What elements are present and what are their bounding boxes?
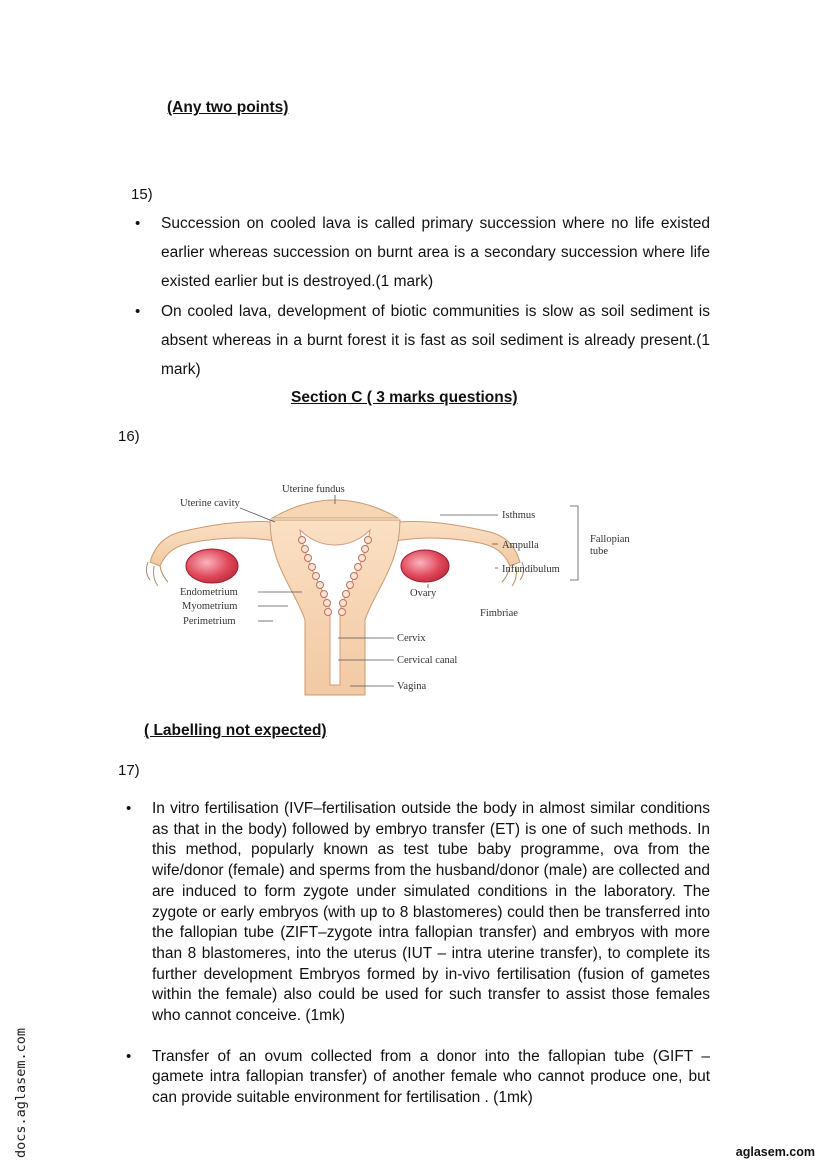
list-item: • Succession on cooled lava is called primary succession where no life existed earlier whereas succession on burnt area is a secondary succession where life existed earlier but is destroyed.(1 mark) (161, 209, 710, 296)
label-infundibulum: Infundibulum (502, 564, 560, 575)
question-17-number: 17) (118, 762, 140, 779)
label-perimetrium: Perimetrium (183, 616, 236, 627)
label-uterine-fundus: Uterine fundus (282, 484, 345, 495)
label-endometrium: Endometrium (180, 587, 238, 598)
label-fallopian: Fallopian (590, 534, 630, 545)
right-ovary (401, 550, 449, 582)
list-item: • On cooled lava, development of biotic communities is slow as soil sediment is absent whereas in a burnt forest it is fast as soil sediment is already present.(1 mark) (161, 297, 710, 384)
label-ampulla: Ampulla (502, 540, 539, 551)
label-tube: tube (590, 546, 609, 557)
footer-brand: aglasem.com (735, 1145, 815, 1159)
left-ovary (186, 549, 238, 583)
side-watermark: docs.aglasem.com (13, 1027, 29, 1158)
label-cervical-canal: Cervical canal (397, 655, 458, 666)
label-fimbriae: Fimbriae (480, 608, 518, 619)
question-17-answer-list (152, 799, 710, 1109)
label-ovary: Ovary (410, 588, 437, 599)
list-item: • In vitro fertilisation (IVF–fertilisation outside the body in almost similar conditions as that in the body) followed by embryo transfer (ET) is one of such methods. In this method, popularly known as test tube baby programme, ova from the wife/donor (female) and sperms from the husband/donor (male) are collected and are induced to form zygote under simulated conditions in the laboratory. The zygote or early embryos (with up to 8 blastomeres) could then be transferred into the fallopian tube (ZIFT–zygote intra fallopian transfer) and embryos with more than 8 blastomeres, into the uterus (IUT – intra uterine transfer), to complete its further development Embryos formed by in-vivo fertilisation (fusion of gametes within the female) also could be used for such transfer to assist those females who cannot conceive. (1mk) (152, 799, 710, 1027)
label-myometrium: Myometrium (182, 601, 238, 612)
list-item: • Transfer of an ovum collected from a donor into the fallopian tube (GIFT – gamete intra fallopian transfer) of another female who cannot produce one, but can provide suitable environment for fertilisation . (1mk) (152, 1047, 710, 1109)
label-uterine-cavity: Uterine cavity (180, 498, 240, 509)
uterus-diagram (140, 470, 660, 700)
question-15-answer-list (161, 209, 710, 384)
section-c-heading: Section C ( 3 marks questions) (291, 389, 518, 406)
left-fimbriae (146, 562, 168, 586)
question-16-number: 16) (118, 428, 140, 445)
label-cervix: Cervix (397, 633, 426, 644)
question-15-number: 15) (131, 186, 153, 203)
header-note: (Any two points) (167, 99, 289, 116)
labelling-note: ( Labelling not expected) (144, 722, 327, 739)
label-isthmus: Isthmus (502, 510, 536, 521)
label-vagina: Vagina (397, 681, 427, 692)
